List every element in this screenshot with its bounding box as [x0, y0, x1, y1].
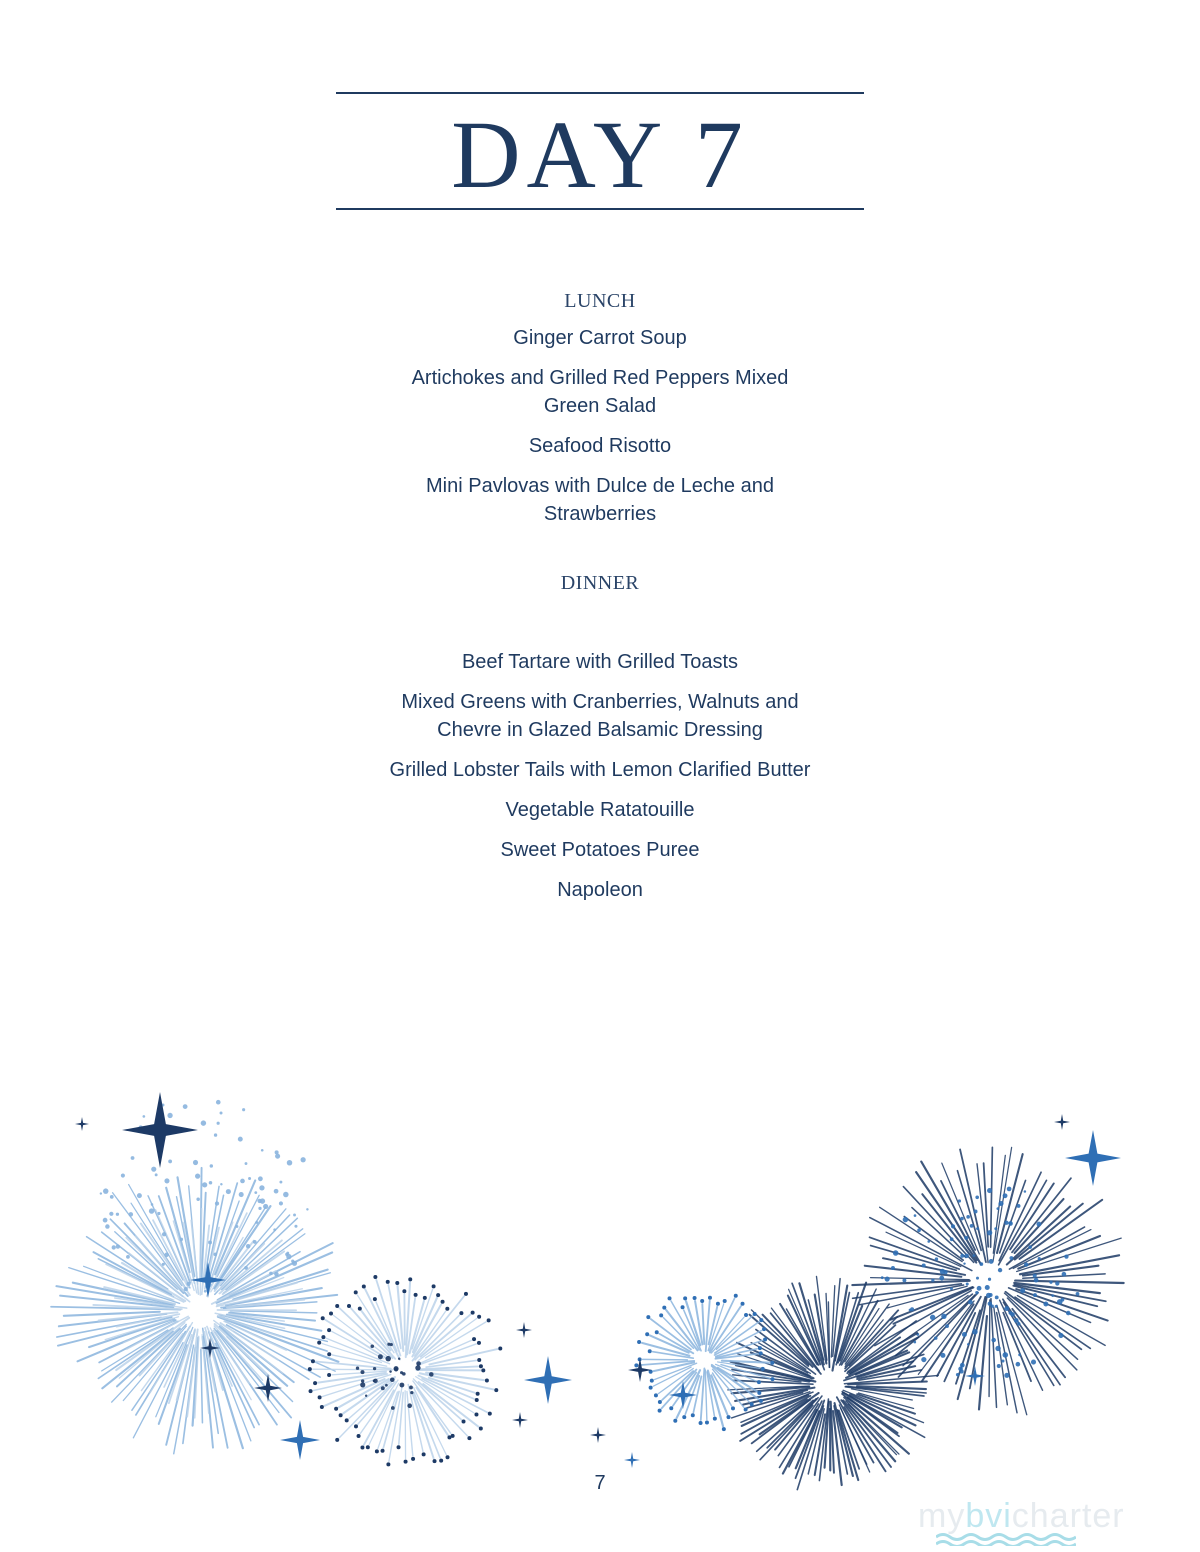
dinner-section	[0, 570, 1200, 916]
menu-item-line: Grilled Lobster Tails with Lemon Clarified Butter	[389, 759, 811, 781]
menu-item	[365, 876, 835, 904]
lunch-heading: LUNCH	[564, 290, 636, 312]
menu-item-line: Mixed Greens with Cranberries, Walnuts and	[401, 691, 799, 713]
menu-item	[365, 472, 835, 528]
watermark-text: my	[918, 1497, 966, 1535]
menu-item	[365, 364, 835, 420]
menu-item	[365, 796, 835, 824]
menu-item	[365, 432, 835, 460]
menu-item-line: Artichokes and Grilled Red Peppers Mixed	[411, 367, 789, 389]
menu-item-line: Vegetable Ratatouille	[505, 799, 695, 821]
menu-item-line: Chevre in Glazed Balsamic Dressing	[437, 719, 763, 741]
menu-item-line: Sweet Potatoes Puree	[500, 839, 700, 861]
menu-item	[365, 688, 835, 744]
lunch-section	[0, 288, 1200, 540]
menu-item	[365, 756, 835, 784]
menu-item-line: Beef Tartare with Grilled Toasts	[461, 651, 739, 673]
menu-item-line: Seafood Risotto	[528, 435, 672, 457]
wave-icon	[936, 1532, 1076, 1546]
menu-item	[365, 648, 835, 676]
page-number: 7	[594, 1472, 606, 1494]
menu-item-line: Mini Pavlovas with Dulce de Leche and	[426, 475, 774, 497]
menu-item	[365, 836, 835, 864]
watermark-text: charter	[1011, 1497, 1125, 1535]
dinner-heading: DINNER	[560, 572, 640, 594]
title-bottom-rule	[336, 208, 864, 210]
title-top-rule	[336, 92, 864, 94]
menu-item-line: Green Salad	[543, 395, 657, 417]
page-title: DAY 7	[451, 101, 749, 208]
menu-item-line: Ginger Carrot Soup	[513, 327, 687, 349]
watermark-logo	[918, 1496, 1178, 1552]
menu-item-line: Strawberries	[543, 503, 657, 525]
watermark-text: bvi	[965, 1497, 1012, 1535]
menu-item-line: Napoleon	[557, 879, 643, 901]
menu-item	[365, 324, 835, 352]
